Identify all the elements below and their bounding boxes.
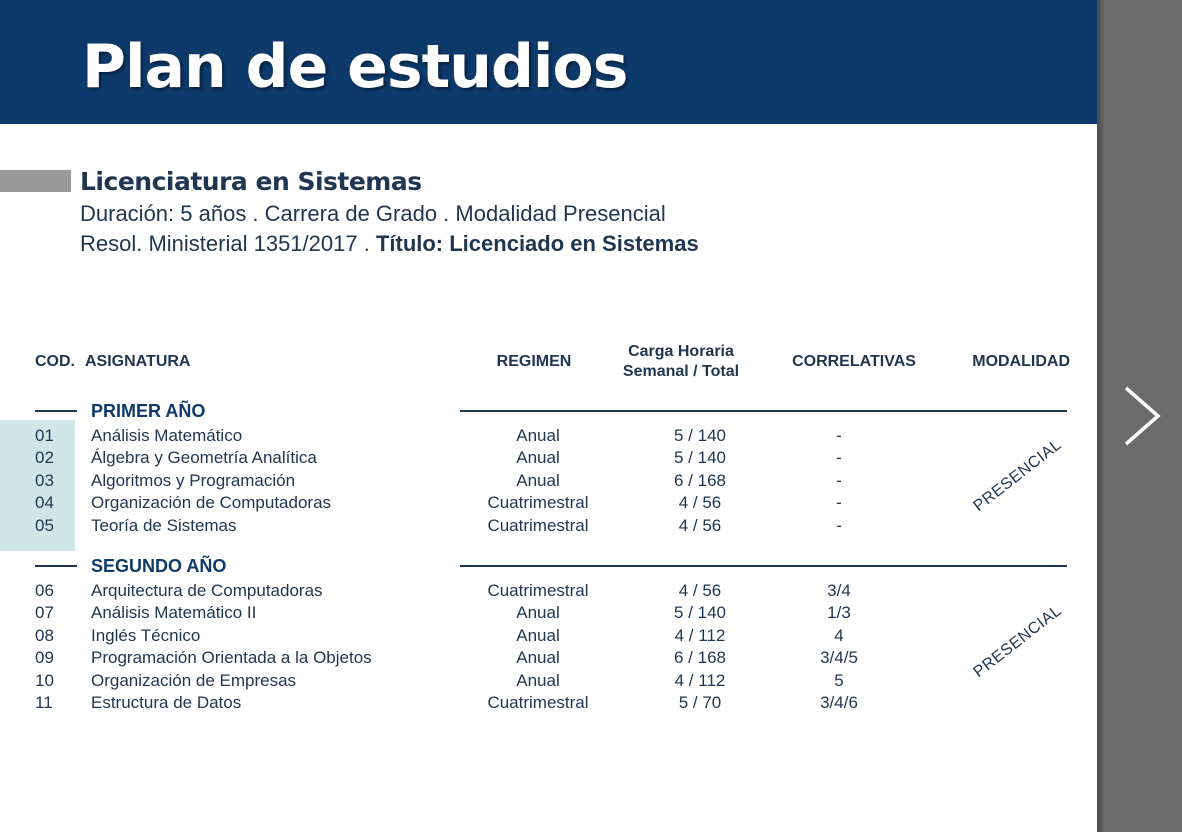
modality-label: PRESENCIAL xyxy=(970,602,1065,682)
modality-label: PRESENCIAL xyxy=(970,436,1065,516)
subject-prerequisites: - xyxy=(836,471,842,490)
subject-workload: 6 / 168 xyxy=(674,648,726,667)
header-cod: COD. xyxy=(35,353,75,370)
subject-regimen: Cuatrimestral xyxy=(487,693,589,712)
subject-code: 03 xyxy=(35,471,54,490)
header-carga-line2: Semanal / Total xyxy=(622,363,740,380)
subject-code: 10 xyxy=(35,671,54,690)
subject-prerequisites: 5 xyxy=(834,671,844,690)
subject-name: Algoritmos y Programación xyxy=(91,471,296,490)
header-regimen: REGIMEN xyxy=(496,353,572,370)
subject-regimen: Anual xyxy=(516,448,560,467)
subject-name: Análisis Matemático II xyxy=(91,603,257,622)
subject-name: Arquitectura de Computadoras xyxy=(91,581,323,600)
subject-workload: 4 / 56 xyxy=(678,581,722,600)
subject-workload: 4 / 56 xyxy=(678,493,722,512)
subject-prerequisites: 4 xyxy=(834,626,844,645)
subject-name: Álgebra y Geometría Analítica xyxy=(91,448,317,467)
subject-name: Inglés Técnico xyxy=(91,626,201,645)
subject-prerequisites: 1/3 xyxy=(827,603,851,622)
subject-code: 06 xyxy=(35,581,54,600)
subject-prerequisites: - xyxy=(836,493,842,512)
subject-workload: 6 / 168 xyxy=(674,471,726,490)
subject-regimen: Anual xyxy=(516,671,560,690)
subject-regimen: Anual xyxy=(516,471,560,490)
page-title: Plan de estudios xyxy=(82,32,628,102)
header-modalidad: MODALIDAD xyxy=(972,353,1070,370)
subject-name: Estructura de Datos xyxy=(91,693,242,712)
subject-regimen: Anual xyxy=(516,648,560,667)
resolution-text: Resol. Ministerial 1351/2017 . xyxy=(80,231,376,256)
subject-workload: 5 / 140 xyxy=(674,448,726,467)
subject-prerequisites: 3/4/6 xyxy=(820,693,858,712)
subject-workload: 5 / 140 xyxy=(674,603,726,622)
subject-code: 09 xyxy=(35,648,54,667)
subject-workload: 4 / 112 xyxy=(674,626,726,645)
subject-regimen: Cuatrimestral xyxy=(487,516,589,535)
subject-name: Teoría de Sistemas xyxy=(91,516,237,535)
subject-code: 02 xyxy=(35,448,54,467)
subject-code: 07 xyxy=(35,603,54,622)
subject-name: Organización de Computadoras xyxy=(91,493,332,512)
year-label: SEGUNDO AÑO xyxy=(91,556,227,576)
header-correlativas: CORRELATIVAS xyxy=(792,353,916,370)
subject-name: Organización de Empresas xyxy=(91,671,297,690)
year-rule-short xyxy=(35,565,77,567)
subject-workload: 4 / 56 xyxy=(678,516,722,535)
subject-prerequisites: - xyxy=(836,516,842,535)
subject-prerequisites: 3/4 xyxy=(827,581,851,600)
subject-code: 05 xyxy=(35,516,54,535)
header-carga-line1: Carga Horaria xyxy=(628,343,734,360)
subject-regimen: Anual xyxy=(516,626,560,645)
subject-name: Análisis Matemático xyxy=(91,426,243,445)
subject-code: 08 xyxy=(35,626,54,645)
section-accent-bar xyxy=(0,170,71,192)
degree-title: Título: Licenciado en Sistemas xyxy=(375,231,699,256)
header-band xyxy=(0,0,1097,124)
year-rule-long xyxy=(460,565,1067,567)
subject-regimen: Anual xyxy=(516,426,560,445)
subject-workload: 4 / 112 xyxy=(674,671,726,690)
subject-code: 04 xyxy=(35,493,54,512)
year-rule-short xyxy=(35,410,77,412)
header-carga-horaria xyxy=(610,342,752,382)
year-label: PRIMER AÑO xyxy=(91,401,206,421)
year-rule-long xyxy=(460,410,1067,412)
subject-code: 01 xyxy=(35,426,54,445)
subject-regimen: Anual xyxy=(516,603,560,622)
subject-name: Programación Orientada a la Objetos xyxy=(91,648,372,667)
subject-workload: 5 / 140 xyxy=(674,426,726,445)
subject-prerequisites: - xyxy=(836,426,842,445)
subject-code: 11 xyxy=(35,693,53,712)
subject-regimen: Cuatrimestral xyxy=(487,493,589,512)
program-resolution xyxy=(80,231,699,257)
subject-prerequisites: 3/4/5 xyxy=(820,648,858,667)
subject-prerequisites: - xyxy=(836,448,842,467)
header-asignatura: ASIGNATURA xyxy=(85,353,191,370)
chevron-right-icon[interactable] xyxy=(1120,384,1164,448)
subject-regimen: Cuatrimestral xyxy=(487,581,589,600)
program-name: Licenciatura en Sistemas xyxy=(80,167,422,196)
subject-workload: 5 / 70 xyxy=(678,693,722,712)
program-info: Duración: 5 años . Carrera de Grado . Modalidad Presencial xyxy=(80,201,666,226)
